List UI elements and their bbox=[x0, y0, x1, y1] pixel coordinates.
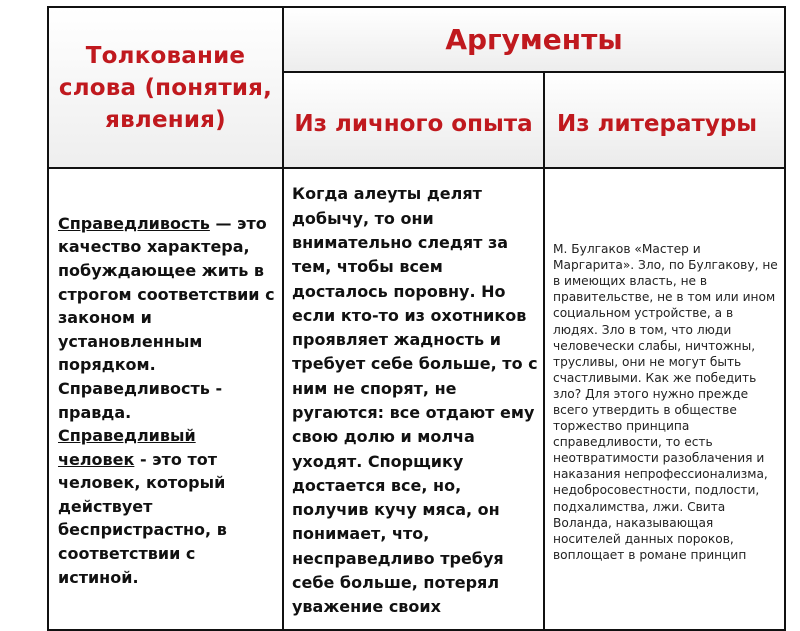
literature-cell bbox=[544, 168, 785, 630]
header-literature: Из литературы bbox=[544, 72, 785, 168]
just-person-term: Справедливый человек bbox=[58, 426, 196, 469]
slide bbox=[47, 6, 784, 617]
header-arguments: Аргументы bbox=[283, 7, 785, 72]
term-definitions bbox=[49, 209, 282, 590]
personal-experience-text: Когда алеуты делят добычу, то они внимательно следят за тем, чтобы всем досталось поровну. Но если кто-то из охотников проявляет жадность и требует себе больше, то с ним не спорят, не ругаются: все отдают ему свою долю и молча уходят. Спорщику достается все, но, получив кучу мяса, он понимает, что, несправедливо требуя себе больше, потерял уважение своих bbox=[292, 184, 538, 617]
personal-experience-cell bbox=[283, 168, 544, 630]
justice-term: Справедливость bbox=[58, 213, 210, 233]
justice-definition: — это качество характера, побуждающее жить в строгом соответствии с законом и установленным порядком. Справедливость - правда. bbox=[58, 213, 275, 422]
arguments-table bbox=[47, 6, 786, 631]
literature-text: М. Булгаков «Мастер и Маргарита». Зло, по Булгакову, не в имеющих власть, не в правительстве, не в том или ином социальном устройстве, а в людях. Зло в том, что люди человечески слабы, ничтожны, трусливы, они не могут быть счастливыми. Как же победить зло? Для этого нужно прежде всего утвердить в обществе торжество принципа справедливости, то есть неотвратимости разоблачения и наказания непрофессионализма, недобросовестности, подлости, подхалимства, лжи. Свита Воланда, наказывающая носителей данных пороков, воплощает в романе принцип bbox=[553, 242, 778, 562]
just-person-definition: - это тот человек, который действует беспристрастно, в соответствии с истиной. bbox=[58, 449, 227, 587]
header-term: Толкование слова (понятия, явления) bbox=[48, 7, 283, 168]
header-personal-experience: Из личного опыта bbox=[283, 72, 544, 168]
term-cell bbox=[48, 168, 283, 630]
